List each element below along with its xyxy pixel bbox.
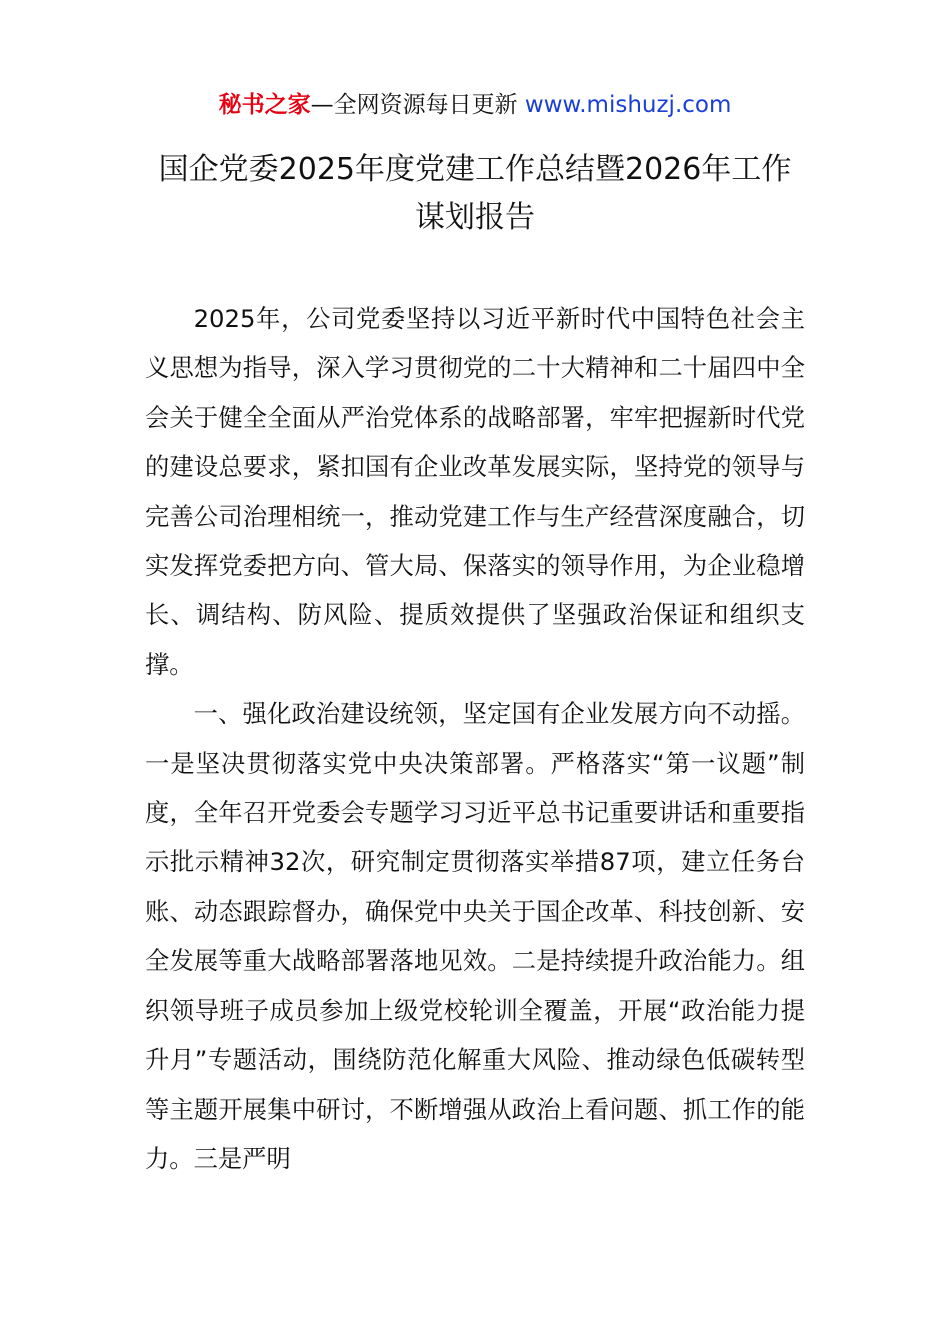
site-url-link[interactable]: www.mishuzj.com bbox=[524, 92, 732, 118]
site-banner bbox=[0, 88, 950, 122]
brand-name: 秘书之家 bbox=[218, 92, 311, 118]
document-body bbox=[145, 294, 805, 1183]
paragraph-section-one: 一、强化政治建设统领，坚定国有企业发展方向不动摇。一是坚决贯彻落实党中央决策部署。严格落实“第一议题”制度，全年召开党委会专题学习习近平总书记重要讲话和重要指示批示精神32次，研究制定贯彻落实举措87项，建立任务台账、动态跟踪督办，确保党中央关于国企改革、科技创新、安全发展等重大战略部署落地见效。二是持续提升政治能力。组织领导班子成员参加上级党校轮训全覆盖，开展“政治能力提升月”专题活动，围绕防范化解重大风险、推动绿色低碳转型等主题开展集中研讨，不断增强从政治上看问题、抓工作的能力。三是严明 bbox=[145, 699, 805, 1173]
paragraph-intro: 2025年，公司党委坚持以习近平新时代中国特色社会主义思想为指导，深入学习贯彻党的二十大精神和二十届四中全会关于健全全面从严治党体系的战略部署，牢牢把握新时代党的建设总要求，紧扣国有企业改革发展实际，坚持党的领导与完善公司治理相统一，推动党建工作与生产经营深度融合，切实发挥党委把方向、管大局、保落实的领导作用，为企业稳增长、调结构、防风险、提质效提供了坚强政治保证和组织支撑。 bbox=[145, 304, 805, 679]
document-title: 国企党委2025年度党建工作总结暨2026年工作谋划报告 bbox=[158, 152, 792, 235]
banner-tagline: —全网资源每日更新 bbox=[310, 92, 518, 118]
